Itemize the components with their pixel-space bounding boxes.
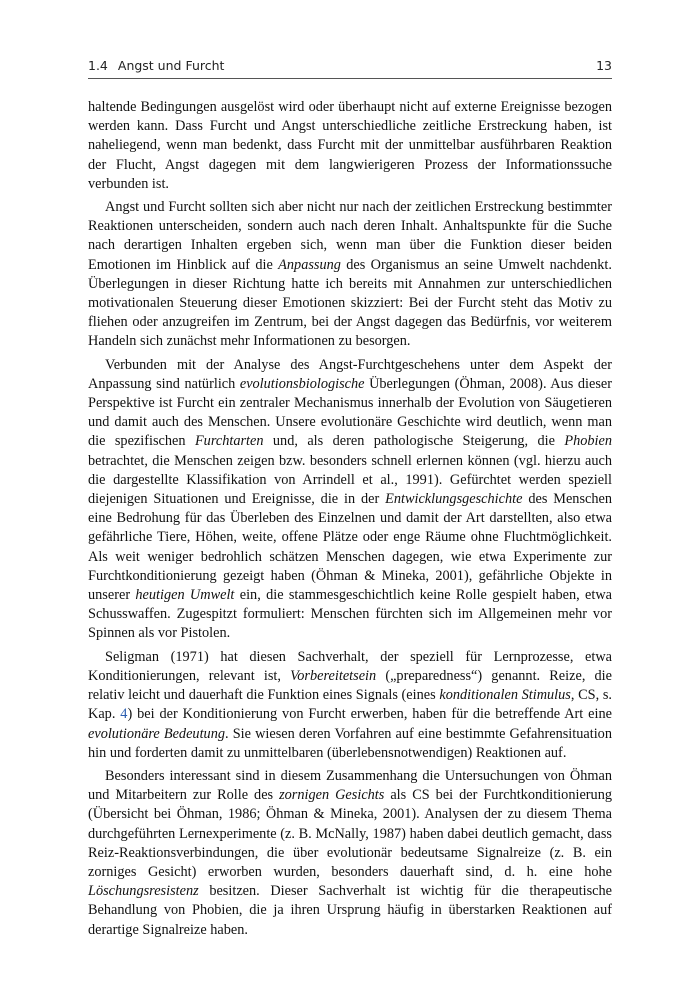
italic-term: zornigen Gesichts: [279, 787, 385, 804]
text-run: ) bei der Konditionierung von Furcht erwerben, haben für die betreffende Art eine: [127, 706, 612, 723]
text-run: betrachtet, die Menschen zeigen bzw. besonders schnell erlernen können (vgl. hierzu auch die dargestellte Klassifikation von Arrindell et al., 1991). Gefürchtet werden speziell diejenigen Situationen und Ereignisse, die in der: [88, 452, 612, 508]
text-run: haltende Bedingungen ausgelöst wird oder überhaupt nicht auf externe Ereignisse bezogen werden kann. Dass Furcht und Angst unterschiedliche zeitliche Erstreckung haben, ist naheliegend, wenn man bedenkt, dass Furcht mit der unmittelbar ausführbaren Reaktion der Flucht, Angst dagegen mit dem langwierigeren Prozess der Informationssuche verbunden ist.: [88, 99, 612, 192]
text-run: Angst und Furcht sollten sich aber nicht nur nach der zeitlichen Erstreckung bestimmter Reaktionen unterscheiden, sondern auch nach deren Inhalt. Anhaltspunkte für die Suche nach derartigen Inhalten ergeben sich, wenn man über die Funktion dieser beiden Emotionen im Hinblick auf die: [88, 199, 612, 273]
running-head: [88, 58, 612, 79]
italic-term: konditionalen Stimulus: [439, 687, 571, 704]
paragraph: [88, 198, 612, 352]
section-number: 1.4: [88, 58, 108, 73]
italic-term: Anpassung: [278, 256, 341, 273]
paragraph: [88, 648, 612, 763]
paragraph: [88, 98, 612, 194]
paragraph: [88, 356, 612, 644]
italic-term: Vorbereitetsein: [290, 667, 377, 684]
text-run: , CS, s. Kap.: [88, 687, 612, 723]
text-run: und, als deren pathologische Steigerung, die: [263, 433, 565, 450]
italic-term: evolutionsbiologische: [239, 375, 365, 392]
section-heading: [88, 58, 224, 73]
text-run: ein, die stammesgeschichtlich keine Rolle gespielt haben, etwa Schusswaffen. Zugespitzt formuliert: Menschen fürchten sich im Allgemeinen mehr vor Spinnen als vor Pistolen.: [88, 587, 612, 642]
text-run: („preparedness“) genannt. Reize, die relativ leicht und dauerhaft die Funktion eines Signals (eines: [88, 667, 613, 704]
text-run: des Menschen eine Bedrohung für das Überleben des Einzelnen und damit der Art darstellten, also etwa gefährliche Tiere, Höhen, weite, offene Plätze oder enge Räume ohne Fluchtmöglichkeit. Als weit weniger bedrohlich schätzen Menschen dagegen, wie etwa Experimente zur Furchtkonditionierung gezeigt haben (Öhman & Mineka, 2001), gefährliche Objekte in unserer: [88, 491, 612, 604]
text-run: . Sie wiesen deren Vorfahren auf eine bestimmte Gefahrensituation hin und forderten damit zu unmittelbaren (überlebensnotwendigen) Reaktionen auf.: [88, 725, 612, 761]
text-run: besitzen. Dieser Sachverhalt ist wichtig für die therapeutische Behandlung von Phobien, die ja ihren Ursprung häufig in überstarken Reaktionen auf derartige Signalreize haben.: [88, 883, 612, 938]
text-run: Überlegungen (Öhman, 2008). Aus dieser Perspektive ist Furcht ein zentraler Mechanismus innerhalb der Evolution von Säugetieren und damit auch des Menschen. Unsere evolutionäre Geschichte wird deutlich, wenn man die spezifischen: [88, 375, 612, 450]
italic-term: Furchtarten: [194, 433, 264, 450]
body-text: [88, 98, 612, 940]
italic-term: Phobien: [564, 433, 613, 450]
text-run: des Organismus an seine Umwelt nachdenkt. Überlegungen in dieser Richtung hatte ich bereits mit Annahmen zur unterschiedlichen motivationalen Steuerung dieser Emotionen skizziert: Bei der Furcht steht das Motiv zu fliehen oder anzugreifen im Zentrum, bei der Angst dagegen das Bedürfnis, vor weiterem Handeln sich zunächst mehr Informationen zu besorgen.: [88, 256, 612, 350]
text-run: als CS bei der Furchtkonditionierung (Übersicht bei Öhman, 1986; Öhman & Mineka, 2001). Analysen der zu diesem Thema durchgeführten Lernexperimente (z. B. McNally, 1987) haben dabei deutlich gemacht, dass Reiz-Reaktionsverbindungen, die über evolutionär bedeutsame Signalreize (z. B. ein zorniges Gesicht) erworben wurden, besonders dauerhaft sind, d. h. eine hohe: [88, 787, 613, 880]
section-title: Angst und Furcht: [117, 58, 225, 73]
italic-term: heutigen Umwelt: [135, 587, 235, 604]
paragraph: [88, 767, 612, 940]
italic-term: Entwicklungsgeschichte: [385, 491, 523, 508]
book-page: [88, 0, 612, 1000]
chapter-reference-link[interactable]: 4: [120, 706, 128, 723]
italic-term: evolutionäre Bedeutung: [88, 725, 225, 742]
text-run: Besonders interessant sind in diesem Zusammenhang die Untersuchungen von Öhman und Mitarbeitern zur Rolle des: [88, 767, 612, 804]
italic-term: Löschungsresistenz: [88, 883, 199, 900]
text-run: Verbunden mit der Analyse des Angst-Furchtgeschehens unter dem Aspekt der Anpassung sind natürlich: [88, 356, 612, 392]
page-number: 13: [596, 58, 612, 73]
text-run: Seligman (1971) hat diesen Sachverhalt, der speziell für Lernprozesse, etwa Konditionierungen, relevant ist,: [88, 648, 612, 684]
